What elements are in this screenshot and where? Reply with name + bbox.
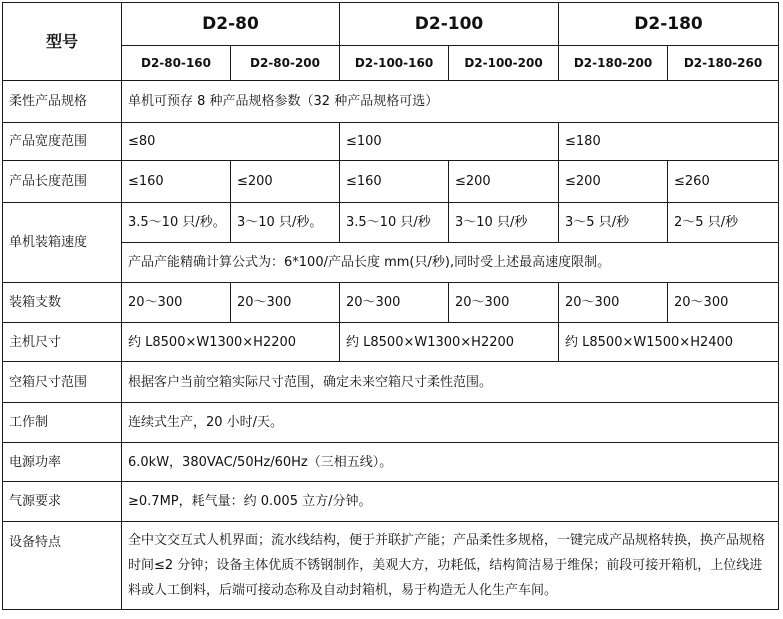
variant-d2-100-160: D2-100-160 [340, 46, 449, 81]
row-speed [3, 203, 779, 243]
width-label: 产品宽度范围 [3, 123, 122, 161]
features-value: 全中文交互式人机界面；流水线结构，便于并联扩产能；产品柔性多规格，一键完成产品规格转换，换产品规格时间≤2 分钟；设备主体优质不锈钢制作，美观大方，功耗低，结构简洁易于维保；前段可接开箱机，上位线进料或人工倒料，后端可接动态称及自动封箱机，易于构造无人化生产车间。 [122, 522, 779, 610]
power-label: 电源功率 [3, 443, 122, 482]
speed-label: 单机装箱速度 [3, 203, 122, 283]
count-value: 20～300 [559, 283, 668, 323]
row-length [3, 161, 779, 203]
variant-d2-180-200: D2-180-200 [559, 46, 668, 81]
variant-d2-100-200: D2-100-200 [449, 46, 559, 81]
model-header-row [3, 3, 779, 46]
box-label: 空箱尺寸范围 [3, 362, 122, 403]
length-value: ≤160 [122, 161, 231, 203]
model-label: 型号 [3, 3, 122, 81]
row-air [3, 482, 779, 522]
length-value: ≤200 [559, 161, 668, 203]
width-value: ≤180 [559, 123, 779, 161]
variant-d2-80-160: D2-80-160 [122, 46, 231, 81]
row-flex [3, 81, 779, 123]
size-value: 约 L8500×W1500×H2400 [559, 323, 779, 362]
row-count [3, 283, 779, 323]
power-value: 6.0kW，380VAC/50Hz/60Hz（三相五线）。 [122, 443, 779, 482]
length-value: ≤160 [340, 161, 449, 203]
row-features [3, 522, 779, 610]
flex-value: 单机可预存 8 种产品规格参数（32 种产品规格可选） [122, 81, 779, 123]
flex-label: 柔性产品规格 [3, 81, 122, 123]
work-value: 连续式生产，20 小时/天。 [122, 403, 779, 443]
length-value: ≤200 [231, 161, 340, 203]
length-value: ≤260 [668, 161, 779, 203]
row-size [3, 323, 779, 362]
count-value: 20～300 [449, 283, 559, 323]
speed-value: 3～5 只/秒 [559, 203, 668, 243]
count-value: 20～300 [122, 283, 231, 323]
variant-d2-80-200: D2-80-200 [231, 46, 340, 81]
air-value: ≥0.7MP，耗气量：约 0.005 立方/分钟。 [122, 482, 779, 522]
speed-value: 3～10 只/秒。 [231, 203, 340, 243]
features-label: 设备特点 [3, 522, 122, 610]
length-label: 产品长度范围 [3, 161, 122, 203]
size-label: 主机尺寸 [3, 323, 122, 362]
width-value: ≤80 [122, 123, 340, 161]
count-label: 装箱支数 [3, 283, 122, 323]
size-value: 约 L8500×W1300×H2200 [340, 323, 559, 362]
row-width [3, 123, 779, 161]
speed-note: 产品产能精确计算公式为：6*100/产品长度 mm(只/秒),同时受上述最高速度限制。 [122, 243, 779, 283]
count-value: 20～300 [340, 283, 449, 323]
model-d2-80: D2-80 [122, 3, 340, 46]
width-value: ≤100 [340, 123, 559, 161]
speed-value: 2～5 只/秒 [668, 203, 779, 243]
count-value: 20～300 [231, 283, 340, 323]
speed-value: 3.5～10 只/秒 [340, 203, 449, 243]
count-value: 20～300 [668, 283, 779, 323]
speed-value: 3.5～10 只/秒。 [122, 203, 231, 243]
variant-d2-180-260: D2-180-260 [668, 46, 779, 81]
spec-table [2, 2, 779, 610]
model-d2-100: D2-100 [340, 3, 559, 46]
air-label: 气源要求 [3, 482, 122, 522]
row-work [3, 403, 779, 443]
work-label: 工作制 [3, 403, 122, 443]
speed-value: 3～10 只/秒 [449, 203, 559, 243]
row-box [3, 362, 779, 403]
length-value: ≤200 [449, 161, 559, 203]
box-value: 根据客户当前空箱实际尺寸范围，确定未来空箱尺寸柔性范围。 [122, 362, 779, 403]
row-power [3, 443, 779, 482]
model-d2-180: D2-180 [559, 3, 779, 46]
size-value: 约 L8500×W1300×H2200 [122, 323, 340, 362]
